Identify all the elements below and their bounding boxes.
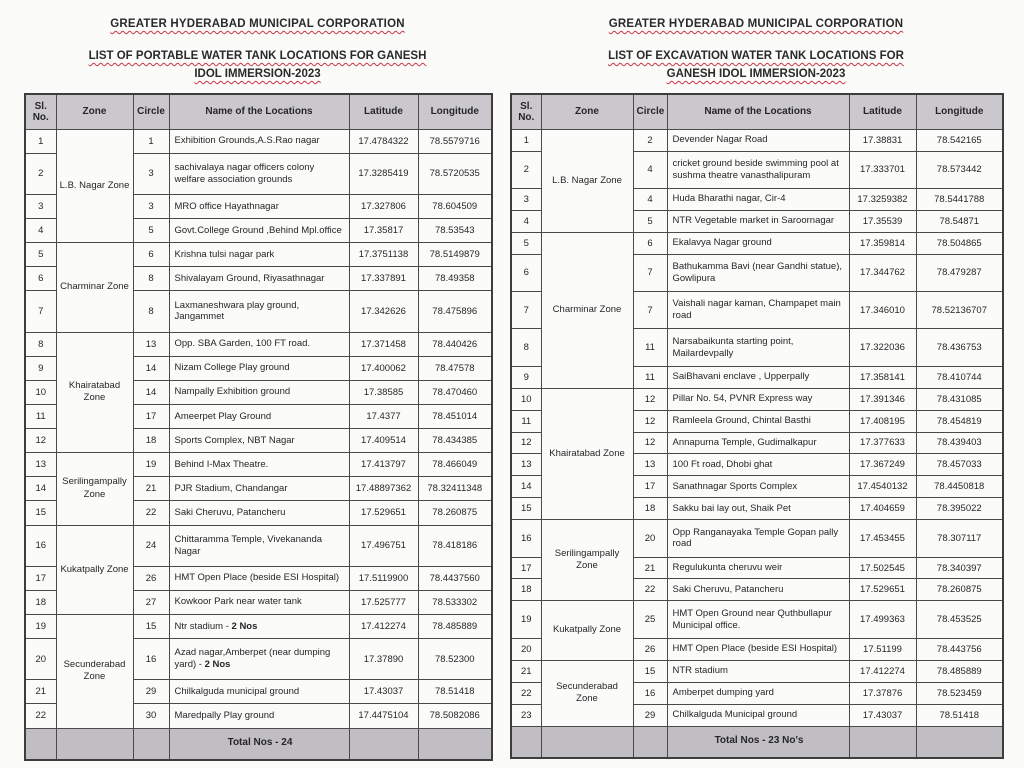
zone-cell: Secunderabad Zone xyxy=(56,614,133,728)
longitude-cell: 78.504865 xyxy=(916,232,1003,254)
sl-cell: 17 xyxy=(511,557,541,579)
circle-cell: 17 xyxy=(133,404,169,428)
latitude-cell: 17.358141 xyxy=(849,366,916,388)
circle-cell: 22 xyxy=(133,501,169,525)
zone-cell: Serilingampally Zone xyxy=(56,453,133,525)
latitude-cell: 17.43037 xyxy=(849,704,916,726)
zone-cell xyxy=(56,728,133,760)
longitude-cell: 78.418186 xyxy=(418,525,492,566)
table-row xyxy=(25,332,492,356)
zone-cell: Charminar Zone xyxy=(56,243,133,332)
latitude-cell: 17.377633 xyxy=(849,432,916,454)
excavation-water-tank-section xyxy=(510,10,1002,768)
circle-cell: 7 xyxy=(633,292,667,329)
sl-cell: 22 xyxy=(511,682,541,704)
latitude-cell: 17.359814 xyxy=(849,232,916,254)
latitude-cell: 17.37876 xyxy=(849,682,916,704)
sl-cell: 15 xyxy=(511,498,541,520)
location-cell: Maredpally Play ground xyxy=(169,704,349,728)
latitude-cell: 17.529651 xyxy=(349,501,418,525)
circle-cell: 29 xyxy=(633,704,667,726)
circle-cell: 8 xyxy=(133,291,169,332)
longitude-cell: 78.4450818 xyxy=(916,476,1003,498)
location-cell: Exhibition Grounds,A.S.Rao nagar xyxy=(169,129,349,153)
location-cell: Narsabaikunta starting point, Mailardevpally xyxy=(667,329,849,366)
longitude-cell: 78.485889 xyxy=(418,614,492,638)
column-header: Longitude xyxy=(418,94,492,130)
location-cell: cricket ground beside swimming pool at sushma theatre vanasthalipuram xyxy=(667,151,849,188)
longitude-cell: 78.485889 xyxy=(916,660,1003,682)
table-row xyxy=(25,453,492,477)
location-cell: Amberpet dumping yard xyxy=(667,682,849,704)
sl-cell: 2 xyxy=(511,151,541,188)
column-header: Name of the Locations xyxy=(667,94,849,130)
sl-cell: 4 xyxy=(511,210,541,232)
circle-cell: 7 xyxy=(633,254,667,291)
circle-cell: 8 xyxy=(133,267,169,291)
latitude-cell: 17.337891 xyxy=(349,267,418,291)
latitude-cell xyxy=(849,726,916,758)
latitude-cell: 17.333701 xyxy=(849,151,916,188)
latitude-cell: 17.4540132 xyxy=(849,476,916,498)
table-row xyxy=(25,129,492,153)
location-cell: Shivalayam Ground, Riyasathnagar xyxy=(169,267,349,291)
sl-cell: 5 xyxy=(511,232,541,254)
location-cell: HMT Open Place (beside ESI Hospital) xyxy=(667,638,849,660)
circle-cell: 21 xyxy=(133,477,169,501)
sl-cell: 7 xyxy=(25,291,56,332)
longitude-cell xyxy=(916,726,1003,758)
header-row xyxy=(25,94,492,130)
location-cell: NTR stadium xyxy=(667,660,849,682)
list-title-portable: LIST OF PORTABLE WATER TANK LOCATIONS FOR GANESH IDOL IMMERSION-2023 xyxy=(88,50,427,80)
latitude-cell: 17.412274 xyxy=(349,614,418,638)
longitude-cell: 78.457033 xyxy=(916,454,1003,476)
longitude-cell: 78.51418 xyxy=(418,680,492,704)
latitude-cell: 17.35539 xyxy=(849,210,916,232)
location-cell: SaiBhavani enclave , Upperpally xyxy=(667,366,849,388)
latitude-cell: 17.35817 xyxy=(349,219,418,243)
circle-cell xyxy=(633,726,667,758)
latitude-cell: 17.404659 xyxy=(849,498,916,520)
sl-cell: 12 xyxy=(25,429,56,453)
longitude-cell: 78.52136707 xyxy=(916,292,1003,329)
longitude-cell: 78.523459 xyxy=(916,682,1003,704)
sl-cell: 11 xyxy=(25,404,56,428)
longitude-cell: 78.439403 xyxy=(916,432,1003,454)
longitude-cell: 78.440426 xyxy=(418,332,492,356)
location-cell: 100 Ft road, Dhobi ghat xyxy=(667,454,849,476)
circle-cell: 18 xyxy=(633,498,667,520)
longitude-cell: 78.542165 xyxy=(916,129,1003,151)
zone-cell: L.B. Nagar Zone xyxy=(541,129,633,232)
circle-cell: 15 xyxy=(133,614,169,638)
location-cell: Vaishali nagar kaman, Champapet main road xyxy=(667,292,849,329)
circle-cell: 22 xyxy=(633,579,667,601)
sl-cell xyxy=(511,726,541,758)
location-bold-suffix: 2 Nos xyxy=(204,659,231,671)
sl-cell: 8 xyxy=(25,332,56,356)
latitude-cell: 17.48897362 xyxy=(349,477,418,501)
table-row xyxy=(511,601,1003,638)
longitude-cell: 78.410744 xyxy=(916,366,1003,388)
column-header: Longitude xyxy=(916,94,1003,130)
column-header: Zone xyxy=(541,94,633,130)
latitude-cell: 17.4377 xyxy=(349,404,418,428)
longitude-cell: 78.436753 xyxy=(916,329,1003,366)
location-bold-suffix: 2 Nos xyxy=(231,620,258,632)
latitude-cell: 17.4784322 xyxy=(349,129,418,153)
location-cell: Chilkalguda municipal ground xyxy=(169,680,349,704)
sl-cell: 12 xyxy=(511,432,541,454)
longitude-cell: 78.573442 xyxy=(916,151,1003,188)
sl-cell: 2 xyxy=(25,153,56,194)
circle-cell: 11 xyxy=(633,329,667,366)
location-cell: sachivalaya nagar officers colony welfare association grounds xyxy=(169,153,349,194)
location-cell: Krishna tulsi nagar park xyxy=(169,243,349,267)
sl-cell: 14 xyxy=(25,477,56,501)
latitude-cell: 17.37890 xyxy=(349,639,418,680)
sl-cell: 3 xyxy=(511,188,541,210)
latitude-cell: 17.344762 xyxy=(849,254,916,291)
sl-cell xyxy=(25,728,56,760)
sl-cell: 4 xyxy=(25,219,56,243)
sl-cell: 18 xyxy=(25,590,56,614)
table-row xyxy=(511,232,1003,254)
longitude-cell: 78.434385 xyxy=(418,429,492,453)
latitude-cell: 17.400062 xyxy=(349,356,418,380)
sl-cell: 20 xyxy=(511,638,541,660)
location-cell: Annapurna Temple, Gudimalkapur xyxy=(667,432,849,454)
table-row xyxy=(511,520,1003,557)
latitude-cell: 17.322036 xyxy=(849,329,916,366)
sl-cell: 10 xyxy=(511,388,541,410)
circle-cell: 6 xyxy=(133,243,169,267)
longitude-cell: 78.340397 xyxy=(916,557,1003,579)
longitude-cell: 78.451014 xyxy=(418,404,492,428)
header-row xyxy=(511,94,1003,130)
location-cell: Ekalavya Nagar ground xyxy=(667,232,849,254)
zone-cell: Kukatpally Zone xyxy=(56,525,133,614)
location-cell: Behind I-Max Theatre. xyxy=(169,453,349,477)
latitude-cell: 17.3751138 xyxy=(349,243,418,267)
latitude-cell: 17.38831 xyxy=(849,129,916,151)
zone-cell: Charminar Zone xyxy=(541,232,633,388)
zone-cell: Khairatabad Zone xyxy=(56,332,133,453)
latitude-cell: 17.367249 xyxy=(849,454,916,476)
column-header: Latitude xyxy=(349,94,418,130)
longitude-cell: 78.431085 xyxy=(916,388,1003,410)
latitude-cell: 17.529651 xyxy=(849,579,916,601)
longitude-cell: 78.32411348 xyxy=(418,477,492,501)
circle-cell: 1 xyxy=(133,129,169,153)
location-cell: Saki Cheruvu, Patancheru xyxy=(667,579,849,601)
circle-cell: 27 xyxy=(133,590,169,614)
latitude-cell: 17.502545 xyxy=(849,557,916,579)
location-cell: Chilkalguda Municipal ground xyxy=(667,704,849,726)
sl-cell: 20 xyxy=(25,639,56,680)
location-cell: Devender Nagar Road xyxy=(667,129,849,151)
location-cell: Sakku bai lay out, Shaik Pet xyxy=(667,498,849,520)
column-header: Sl. No. xyxy=(511,94,541,130)
circle-cell: 26 xyxy=(633,638,667,660)
circle-cell: 14 xyxy=(133,356,169,380)
circle-cell: 5 xyxy=(133,219,169,243)
location-cell: Regulukunta cheruvu weir xyxy=(667,557,849,579)
circle-cell: 2 xyxy=(633,129,667,151)
sl-cell: 21 xyxy=(511,660,541,682)
zone-cell: Serilingampally Zone xyxy=(541,520,633,601)
longitude-cell: 78.466049 xyxy=(418,453,492,477)
location-cell: Nampally Exhibition ground xyxy=(169,380,349,404)
longitude-cell: 78.443756 xyxy=(916,638,1003,660)
location-cell: Nizam College Play ground xyxy=(169,356,349,380)
location-cell: Sports Complex, NBT Nagar xyxy=(169,429,349,453)
column-header: Zone xyxy=(56,94,133,130)
sl-cell: 8 xyxy=(511,329,541,366)
longitude-cell: 78.604509 xyxy=(418,194,492,218)
circle-cell: 13 xyxy=(633,454,667,476)
total-row xyxy=(25,728,492,760)
location-cell: HMT Open Ground near Quthbullapur Municipal office. xyxy=(667,601,849,638)
longitude-cell: 78.5149879 xyxy=(418,243,492,267)
circle-cell: 20 xyxy=(633,520,667,557)
longitude-cell: 78.5579716 xyxy=(418,129,492,153)
location-cell: Laxmaneshwara play ground, Jangammet xyxy=(169,291,349,332)
circle-cell: 11 xyxy=(633,366,667,388)
total-label: Total Nos - 24 xyxy=(169,728,349,760)
location-cell: MRO office Hayathnagar xyxy=(169,194,349,218)
circle-cell: 25 xyxy=(633,601,667,638)
location-cell: Saki Cheruvu, Patancheru xyxy=(169,501,349,525)
zone-cell: Khairatabad Zone xyxy=(541,388,633,520)
sl-cell: 13 xyxy=(511,454,541,476)
sl-cell: 6 xyxy=(511,254,541,291)
circle-cell: 3 xyxy=(133,194,169,218)
zone-cell: Kukatpally Zone xyxy=(541,601,633,660)
table-row xyxy=(511,388,1003,410)
sl-cell: 19 xyxy=(25,614,56,638)
total-label: Total Nos - 23 No's xyxy=(667,726,849,758)
sl-cell: 5 xyxy=(25,243,56,267)
zone-cell xyxy=(541,726,633,758)
location-cell: HMT Open Place (beside ESI Hospital) xyxy=(169,566,349,590)
column-header: Sl. No. xyxy=(25,94,56,130)
longitude-cell: 78.307117 xyxy=(916,520,1003,557)
sl-cell: 9 xyxy=(25,356,56,380)
longitude-cell: 78.470460 xyxy=(418,380,492,404)
longitude-cell: 78.5720535 xyxy=(418,153,492,194)
longitude-cell: 78.5082086 xyxy=(418,704,492,728)
sl-cell: 16 xyxy=(25,525,56,566)
sl-cell: 1 xyxy=(511,129,541,151)
longitude-cell: 78.533302 xyxy=(418,590,492,614)
portable-locations-table xyxy=(24,93,493,761)
latitude-cell: 17.3259382 xyxy=(849,188,916,210)
longitude-cell: 78.47578 xyxy=(418,356,492,380)
portable-water-tank-section xyxy=(24,10,491,768)
longitude-cell: 78.479287 xyxy=(916,254,1003,291)
excavation-locations-table xyxy=(510,93,1004,759)
location-cell: PJR Stadium, Chandangar xyxy=(169,477,349,501)
longitude-cell xyxy=(418,728,492,760)
circle-cell: 19 xyxy=(133,453,169,477)
location-cell: Ntr stadium - 2 Nos xyxy=(169,614,349,638)
sl-cell: 1 xyxy=(25,129,56,153)
circle-cell: 24 xyxy=(133,525,169,566)
circle-cell: 4 xyxy=(633,188,667,210)
latitude-cell: 17.412274 xyxy=(849,660,916,682)
longitude-cell: 78.395022 xyxy=(916,498,1003,520)
latitude-cell: 17.453455 xyxy=(849,520,916,557)
circle-cell: 5 xyxy=(633,210,667,232)
latitude-cell: 17.413797 xyxy=(349,453,418,477)
latitude-cell: 17.51199 xyxy=(849,638,916,660)
table-row xyxy=(25,614,492,638)
location-cell: Bathukamma Bavi (near Gandhi statue), Gowlipura xyxy=(667,254,849,291)
latitude-cell: 17.408195 xyxy=(849,410,916,432)
longitude-cell: 78.4437560 xyxy=(418,566,492,590)
sl-cell: 23 xyxy=(511,704,541,726)
latitude-cell xyxy=(349,728,418,760)
circle-cell: 26 xyxy=(133,566,169,590)
longitude-cell: 78.53543 xyxy=(418,219,492,243)
latitude-cell: 17.4475104 xyxy=(349,704,418,728)
circle-cell: 29 xyxy=(133,680,169,704)
location-cell: NTR Vegetable market in Saroornagar xyxy=(667,210,849,232)
circle-cell: 6 xyxy=(633,232,667,254)
longitude-cell: 78.54871 xyxy=(916,210,1003,232)
table-row xyxy=(25,243,492,267)
longitude-cell: 78.453525 xyxy=(916,601,1003,638)
sl-cell: 16 xyxy=(511,520,541,557)
latitude-cell: 17.409514 xyxy=(349,429,418,453)
longitude-cell: 78.454819 xyxy=(916,410,1003,432)
column-header: Circle xyxy=(133,94,169,130)
circle-cell: 13 xyxy=(133,332,169,356)
location-cell: Govt.College Ground ,Behind Mpl.office xyxy=(169,219,349,243)
org-title-right: GREATER HYDERABAD MUNICIPAL CORPORATION xyxy=(608,18,904,30)
list-title-excavation: LIST OF EXCAVATION WATER TANK LOCATIONS FOR GANESH IDOL IMMERSION-2023 xyxy=(608,50,904,80)
circle-cell: 18 xyxy=(133,429,169,453)
latitude-cell: 17.371458 xyxy=(349,332,418,356)
latitude-cell: 17.342626 xyxy=(349,291,418,332)
location-cell: Ameerpet Play Ground xyxy=(169,404,349,428)
sl-cell: 3 xyxy=(25,194,56,218)
circle-cell: 16 xyxy=(133,639,169,680)
location-cell: Sanathnagar Sports Complex xyxy=(667,476,849,498)
latitude-cell: 17.525777 xyxy=(349,590,418,614)
zone-cell: Secunderabad Zone xyxy=(541,660,633,726)
total-row xyxy=(511,726,1003,758)
column-header: Latitude xyxy=(849,94,916,130)
location-cell: Kowkoor Park near water tank xyxy=(169,590,349,614)
sl-cell: 18 xyxy=(511,579,541,601)
location-cell: Opp Ranganayaka Temple Gopan pally road xyxy=(667,520,849,557)
table-row xyxy=(511,660,1003,682)
column-header: Circle xyxy=(633,94,667,130)
circle-cell: 3 xyxy=(133,153,169,194)
location-cell: Pillar No. 54, PVNR Express way xyxy=(667,388,849,410)
circle-cell: 12 xyxy=(633,388,667,410)
longitude-cell: 78.51418 xyxy=(916,704,1003,726)
latitude-cell: 17.496751 xyxy=(349,525,418,566)
longitude-cell: 78.260875 xyxy=(916,579,1003,601)
circle-cell: 21 xyxy=(633,557,667,579)
column-header: Name of the Locations xyxy=(169,94,349,130)
sl-cell: 10 xyxy=(25,380,56,404)
longitude-cell: 78.260875 xyxy=(418,501,492,525)
circle-cell xyxy=(133,728,169,760)
sl-cell: 17 xyxy=(25,566,56,590)
sl-cell: 14 xyxy=(511,476,541,498)
location-cell: Huda Bharathi nagar, Cir-4 xyxy=(667,188,849,210)
sl-cell: 6 xyxy=(25,267,56,291)
location-cell: Ramleela Ground, Chintal Basthi xyxy=(667,410,849,432)
circle-cell: 12 xyxy=(633,410,667,432)
sl-cell: 9 xyxy=(511,366,541,388)
latitude-cell: 17.391346 xyxy=(849,388,916,410)
longitude-cell: 78.5441788 xyxy=(916,188,1003,210)
location-cell: Opp. SBA Garden, 100 FT road. xyxy=(169,332,349,356)
circle-cell: 14 xyxy=(133,380,169,404)
longitude-cell: 78.475896 xyxy=(418,291,492,332)
org-title-left: GREATER HYDERABAD MUNICIPAL CORPORATION xyxy=(110,18,405,30)
longitude-cell: 78.49358 xyxy=(418,267,492,291)
table-row xyxy=(25,525,492,566)
latitude-cell: 17.3285419 xyxy=(349,153,418,194)
circle-cell: 4 xyxy=(633,151,667,188)
longitude-cell: 78.52300 xyxy=(418,639,492,680)
sl-cell: 19 xyxy=(511,601,541,638)
circle-cell: 30 xyxy=(133,704,169,728)
latitude-cell: 17.346010 xyxy=(849,292,916,329)
sl-cell: 15 xyxy=(25,501,56,525)
latitude-cell: 17.43037 xyxy=(349,680,418,704)
circle-cell: 17 xyxy=(633,476,667,498)
sl-cell: 21 xyxy=(25,680,56,704)
location-cell: Chittaramma Temple, Vivekananda Nagar xyxy=(169,525,349,566)
circle-cell: 15 xyxy=(633,660,667,682)
sl-cell: 22 xyxy=(25,704,56,728)
sl-cell: 7 xyxy=(511,292,541,329)
latitude-cell: 17.5119900 xyxy=(349,566,418,590)
sl-cell: 13 xyxy=(25,453,56,477)
circle-cell: 12 xyxy=(633,432,667,454)
location-cell: Azad nagar,Amberpet (near dumping yard) - 2 Nos xyxy=(169,639,349,680)
latitude-cell: 17.499363 xyxy=(849,601,916,638)
sl-cell: 11 xyxy=(511,410,541,432)
zone-cell: L.B. Nagar Zone xyxy=(56,129,133,243)
latitude-cell: 17.38585 xyxy=(349,380,418,404)
table-row xyxy=(511,129,1003,151)
circle-cell: 16 xyxy=(633,682,667,704)
latitude-cell: 17.327806 xyxy=(349,194,418,218)
